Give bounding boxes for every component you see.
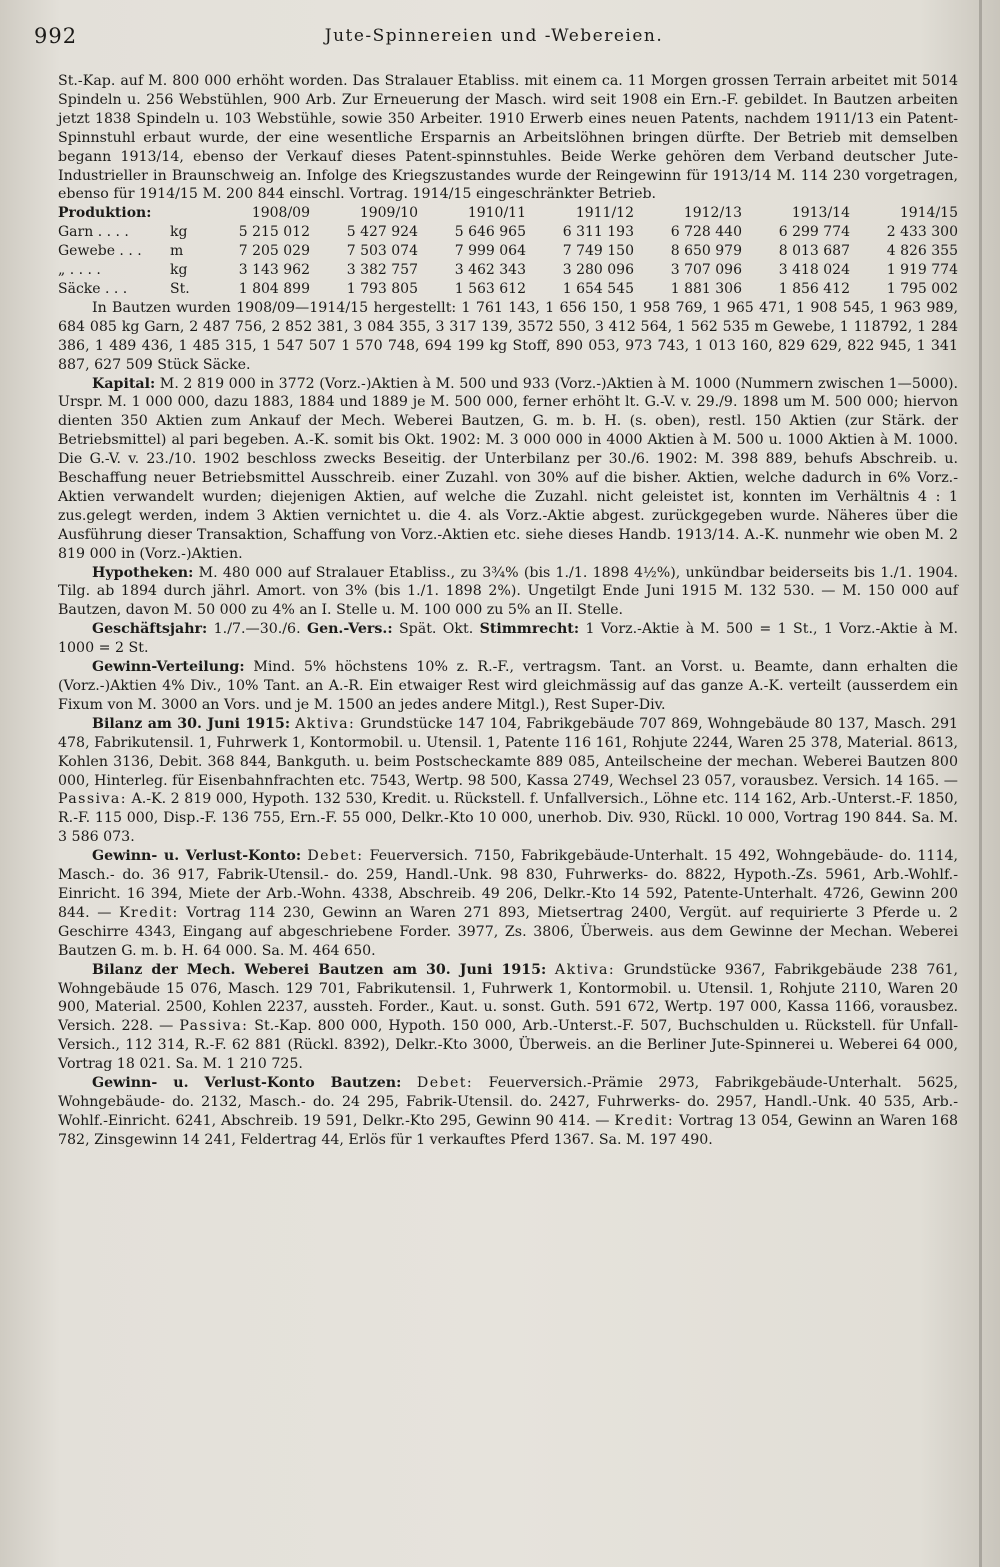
gewinn-verteilung-text: Mind. 5% höchstens 10% z. R.-F., vertragsm. Tant. an Vorst. u. Beamte, dann erhalten die (Vorz.-)Aktien 4% Div., 10% Tant. an A.-R. Ein etwaiger Rest wird gleichmässig auf das ganze A.-K. verteilt (ausserdem ein Fixum von M. 3000 an Vors. und je M. 1500 an jedes andere Mitgl.), Rest Super-Div.: [58, 659, 959, 713]
year-header: 1910/11: [467, 205, 526, 222]
aktiva-label: Aktiva:: [554, 961, 616, 978]
kredit-label: Kredit:: [614, 1112, 675, 1129]
guv-bautzen-label: Gewinn- u. Verlust-Konto Bautzen:: [92, 1075, 402, 1092]
stimmrecht-text: 1 Vorz.-Aktie à M. 500 = 1 St., 1 Vorz.-Aktie à M. 1000 = 2 St.: [58, 621, 959, 657]
table-cell: 6 299 774: [778, 224, 850, 241]
table-row: [58, 242, 958, 261]
debet-label: Debet:: [416, 1075, 474, 1092]
stimmrecht-label: Stimmrecht:: [479, 621, 580, 638]
table-cell: 3 418 024: [778, 262, 850, 279]
debet-label: Debet:: [307, 848, 364, 865]
gewinn-verteilung-label: Gewinn-Verteilung:: [92, 659, 245, 676]
table-cell: 1 654 545: [562, 280, 634, 297]
guv-label: Gewinn- u. Verlust-Konto:: [92, 848, 302, 865]
table-cell: 7 749 150: [562, 243, 634, 260]
table-cell: 7 503 074: [346, 243, 418, 260]
bautzen-production-note: In Bautzen wurden 1908/09—1914/15 hergestellt: 1 761 143, 1 656 150, 1 958 769, 1 965 471, 1 908 545, 1 963 989, 684 085 kg Garn, 2 487 756, 2 852 381, 3 084 355, 3 317 139, 3572 550, 3 412 564, 1 562 535 m Gewebe, 1 118792, 1 284 386, 1 489 436, 1 485 315, 1 547 507 1 570 748, 694 199 kg Stoff, 890 053, 973 743, 1 013 160, 829 629, 822 945, 1 341 887, 627 509 Stück Säcke.: [58, 299, 958, 373]
debet-text: Feuerversich. 7150, Fabrikgebäude-Unterhalt. 15 492, Wohngebäude- do. 1114, Masch.- do. 36 917, Fabrik-Utensil.- do. 259, Handl.-Unk. 98 830, Fuhrwerks- do. 8822, Hypoth.-Zs. 5961, Arb.-Wohlf.-Einricht. 16 394, Miete der Arb.-Wohn. 4338, Abschreib. 49 206, Delkr.-Kto 14 592, Patente-Unterhalt. 4726, Gewinn 200 844. —: [58, 848, 959, 921]
table-cell: 8 013 687: [778, 243, 850, 260]
kredit-text: Vortrag 114 230, Gewinn an Waren 271 893, Mietsertrag 2400, Vergüt. auf requirierte 3 Pferde u. 2 Geschirre 4343, Eingang auf abgeschriebene Forder. 3977, Zs. 3806, Überweis. aus dem Gewinne der Mechan. Weberei Bautzen G. m. b. H. 64 000. Sa. M. 464 650.: [58, 904, 958, 959]
table-cell: 6 728 440: [670, 224, 742, 241]
gen-vers-text: Spät. Okt.: [398, 621, 474, 638]
gewinn-verteilung-paragraph: [58, 658, 958, 715]
kredit-text: Vortrag 13 054, Gewinn an Waren 168 782, Zinsgewinn 14 241, Feldertrag 44, Erlös für 1 verkauftes Pferd 1367. Sa. M. 197 490.: [58, 1112, 959, 1148]
kapital-paragraph: [58, 375, 958, 564]
row-unit: kg: [170, 224, 188, 241]
passiva-label: Passiva:: [179, 1018, 249, 1035]
table-cell: 1 856 412: [778, 280, 850, 297]
table-cell: 3 462 343: [454, 262, 526, 279]
row-label: Säcke . . .: [58, 280, 128, 297]
row-unit: m: [170, 243, 184, 260]
hypotheken-text: M. 480 000 auf Stralauer Etabliss., zu 3¾% (bis 1./1. 1898 4½%), unkündbar beiderseits bis 1./1. 1904. Tilg. ab 1894 durch jährl. Amort. von 3% (bis 1./1. 1898 2%). Ungetilgt Ende Juni 1915 M. 132 530. — M. 150 000 auf Bautzen, davon M. 50 000 zu 4% an I. Stelle u. M. 100 000 zu 5% an II. Stelle.: [58, 564, 958, 619]
table-cell: 6 311 193: [562, 224, 634, 241]
row-unit: St.: [170, 280, 190, 297]
year-header: 1909/10: [359, 205, 418, 222]
hypotheken-label: Hypotheken:: [92, 564, 194, 581]
table-cell: 3 707 096: [670, 262, 742, 279]
table-row: [58, 261, 958, 280]
table-cell: 5 215 012: [238, 224, 310, 241]
aktiva-text: Grundstücke 147 104, Fabrikgebäude 707 869, Wohngebäude 80 137, Masch. 291 478, Fabrikutensil. 1, Fuhrwerk 1, Kontormobil. u. Utensil. 1, Patente 116 161, Rohjute 2244, Waren 25 378, Material. 8613, Kohlen 3136, Debit. 368 844, Bankguth. u. beim Postscheckamte 889 085, Anteilscheine der mechan. Weberei Bautzen 800 000, Hinterleg. für Eisenbahnfrachten etc. 7543, Wertp. 98 500, Kassa 2749, Wechsel 23 057, vorausbez. Versich. 14 165. —: [58, 715, 958, 789]
row-label: Garn . . . .: [58, 224, 129, 241]
kapital-label: Kapital:: [92, 375, 156, 392]
table-row: [58, 223, 958, 242]
table-cell: 1 795 002: [886, 280, 958, 297]
kredit-label: Kredit:: [119, 904, 179, 921]
aktiva-label: Aktiva:: [295, 715, 356, 732]
geschaeftsjahr-paragraph: [58, 620, 958, 658]
bilanz-paragraph: [58, 715, 958, 847]
table-cell: 7 999 064: [454, 243, 526, 260]
page-number: 992: [34, 24, 78, 48]
table-cell: 1 881 306: [670, 280, 742, 297]
table-cell: 1 804 899: [238, 280, 310, 297]
year-header: 1912/13: [683, 205, 742, 222]
guv-paragraph: [58, 847, 958, 960]
passiva-text: St.-Kap. 800 000, Hypoth. 150 000, Arb.-Unterst.-F. 507, Buchschulden u. Rückstell. für Unfall-Versich., 112 314, R.-F. 62 881 (Rückl. 8392), Delkr.-Kto 3000, Überweis. an die Berliner Jute-Spinnerei u. Weberei 64 000, Vortrag 18 021. Sa. M. 1 210 725.: [58, 1018, 958, 1073]
table-cell: 8 650 979: [670, 243, 742, 260]
table-cell: 1 919 774: [886, 262, 958, 279]
article-body: [58, 72, 958, 1150]
table-cell: 1 563 612: [454, 280, 526, 297]
table-cell: 3 143 962: [238, 262, 310, 279]
row-label: „ . . . .: [58, 262, 101, 279]
production-header-row: [58, 204, 958, 223]
row-unit: kg: [170, 262, 188, 279]
table-row: [58, 280, 958, 299]
hypotheken-paragraph: [58, 564, 958, 621]
aktiva-text: Grundstücke 9367, Fabrikgebäude 238 761, Wohngebäude 15 076, Masch. 129 701, Fabrikutensil. 1, Fuhrwerk 1, Kontormobil. u. Utensil. 1, Rohjute 2110, Waren 20 900, Material. 2500, Kohlen 2237, ausstеh. Forder., Kaut. u. sonst. Guth. 591 672, Wertp. 197 000, Kassa 1166, vorausbez. Versich. 228. —: [58, 961, 959, 1035]
production-title: Produktion:: [58, 205, 152, 222]
row-label: Gewebe . . .: [58, 243, 142, 260]
debet-text: Feuerversich.-Prämie 2973, Fabrikgebäude-Unterhalt. 5625, Wohngebäude- do. 2132, Masch.- do. 24 295, Fabrik-Utensil. do. 2427, Fuhrwerks- do. 2957, Handl.-Unk. 40 535, Arb.-Wohlf.-Einricht. 6241, Abschreib. 19 591, Delkr.-Kto 295, Gewinn 90 414. —: [58, 1075, 958, 1129]
running-head: Jute-Spinnereien und -Webereien.: [324, 26, 664, 46]
geschaeftsjahr-text: 1./7.—30./6.: [213, 621, 301, 638]
table-cell: 3 382 757: [346, 262, 418, 279]
year-header: 1913/14: [791, 205, 850, 222]
gen-vers-label: Gen.-Vers.:: [306, 621, 393, 638]
year-header: 1908/09: [251, 205, 310, 222]
passiva-label: Passiva:: [58, 791, 127, 808]
geschaeftsjahr-label: Geschäftsjahr:: [92, 621, 208, 638]
year-header: 1914/15: [899, 205, 958, 222]
kapital-text: M. 2 819 000 in 3772 (Vorz.-)Aktien à M. 500 und 933 (Vorz.-)Aktien à M. 1000 (Nummern zwischen 1—5000). Urspr. M. 1 000 000, dazu 1883, 1884 und 1889 je M. 500 000, ferner erhöht lt. G.-V. v. 29./9. 1898 um M. 500 000; hiervon dienten 350 Aktien zum Ankauf der Mech. Weberei Bautzen, G. m. b. H. (s. oben), restl. 150 Aktien (zur Stärk. der Betriebsmittel) al pari begeben. A.-K. somit bis Okt. 1902: M. 3 000 000 in 4000 Aktien à M. 500 u. 1000 Aktien à M. 1000. Die G.-V. v. 23./10. 1902 beschloss zwecks Beseitig. der Unterbilanz per 30./6. 1902: M. 398 889, behufs Abschreib. u. Beschaffung neuer Betriebsmittel Ausschreib. einer Zuzahl. von 30% auf die bisher. Aktien, welche dadurch in 6% Vorz.-Aktien verwandelt wurden; diejenigen Aktien, auf welche die Zuzahl. nicht geleistet ist, konnten im Verhältnis 4 : 1 zus.gelegt werden, indem 3 Aktien vernichtet u. die 4. als Vorz.-Aktie abgest. zurückgegeben wurde. Näheres über die Ausführung dieser Transaktion, Schaffung von Vorz.-Aktien etc. siehe dieses Handb. 1913/14. A.-K. nunmehr wie oben M. 2 819 000 in (Vorz.-)Aktien.: [58, 375, 958, 562]
bilanz-mech-label: Bilanz der Mech. Weberei Bautzen am 30. Juni 1915:: [92, 961, 547, 978]
table-cell: 2 433 300: [886, 224, 958, 241]
bilanz-mech-paragraph: [58, 961, 958, 1074]
table-cell: 4 826 355: [886, 243, 958, 260]
table-cell: 1 793 805: [346, 280, 418, 297]
table-cell: 5 646 965: [454, 224, 526, 241]
page-header: [34, 24, 954, 58]
intro-paragraph: St.-Kap. auf M. 800 000 erhöht worden. Das Stralauer Etabliss. mit einem ca. 11 Morgen grossen Terrain arbeitet mit 5014 Spindeln u. 256 Webstühlen, 900 Arb. Zur Erneuerung der Masch. wird seit 1908 ein Ern.-F. gebildet. In Bautzen arbeiten jetzt 1838 Spindeln u. 103 Webstühle, sowie 350 Arbeiter. 1910 Erwerb eines neuen Patents, nachdem 1911/13 ein Patent-Spinnstuhl erbaut wurde, der eine wesentliche Ersparnis an Arbeitslöhnen bringen dürfte. Der Betrieb mit demselben begann 1913/14, ebenso der Verkauf dieses Patent-spinnstuhles. Beide Werke gehören dem Verband deutscher Jute-Industrieller in Braunschweig an. Infolge des Kriegszustandes wurde der Reingewinn für 1913/14 M. 114 230 vorgetragen, ebenso für 1914/15 M. 200 844 einschl. Vortrag. 1914/15 eingeschränkter Betrieb.: [58, 73, 958, 203]
bilanz-label: Bilanz am 30. Juni 1915:: [92, 715, 291, 732]
passiva-text: A.-K. 2 819 000, Hypoth. 132 530, Kredit. u. Rückstell. f. Unfallversich., Löhne etc. 114 162, Arb.-Unterst.-F. 1850, R.-F. 115 000, Disp.-F. 136 755, Ern.-F. 55 000, Delkr.-Kto 10 000, unerhob. Div. 930, Rückl. 10 000, Vortrag 190 844. Sa. M. 3 586 073.: [58, 791, 959, 846]
year-header: 1911/12: [575, 205, 634, 222]
table-cell: 5 427 924: [346, 224, 418, 241]
page-edge: [979, 0, 982, 1567]
table-cell: 7 205 029: [238, 243, 310, 260]
production-table: [58, 204, 958, 299]
table-cell: 3 280 096: [562, 262, 634, 279]
guv-bautzen-paragraph: [58, 1074, 958, 1150]
